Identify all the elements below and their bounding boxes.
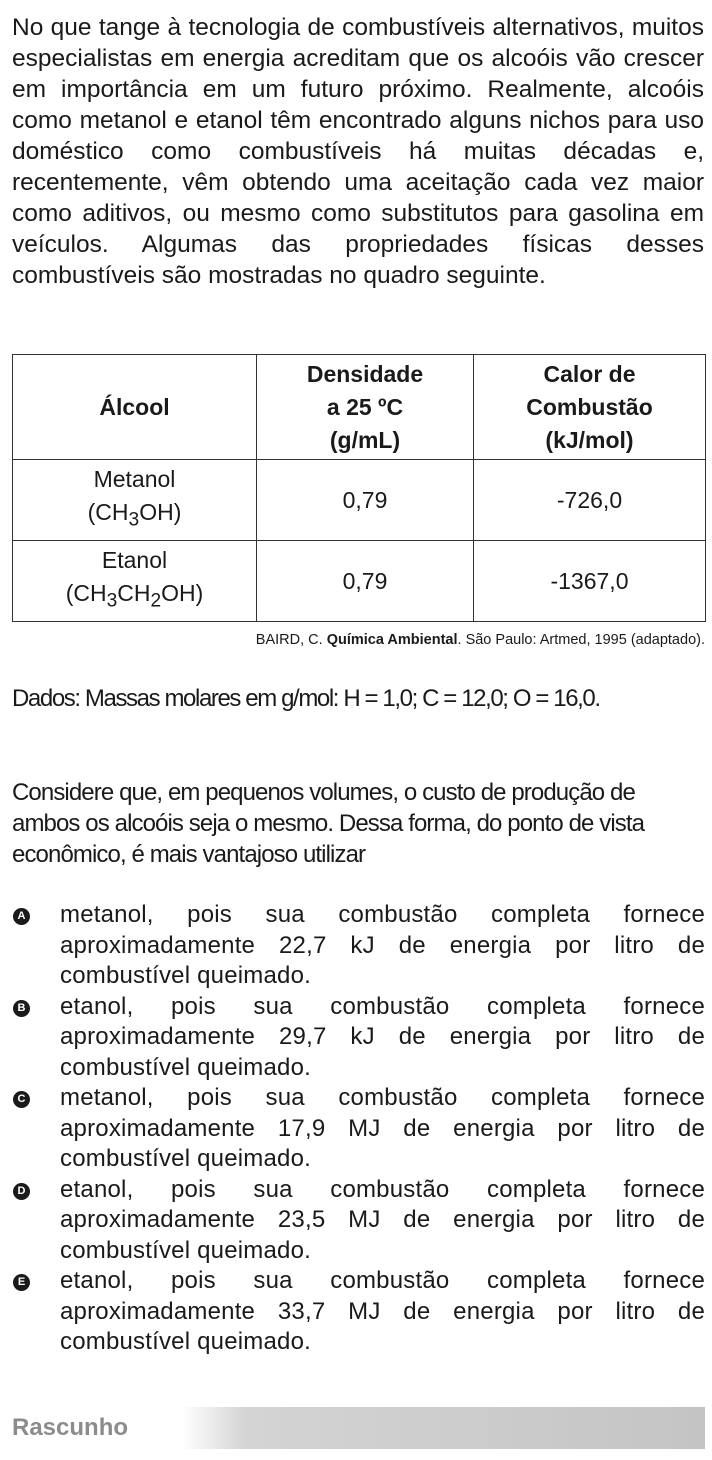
alcohol-formula: $(CH_3CH_2OH)$	[65, 580, 204, 612]
heat-cell: -726,0	[474, 460, 706, 541]
table-source: BAIRD, C. Química Ambiental. São Paulo: Artmed, 1995 (adaptado).	[255, 632, 705, 648]
option-c-text: metanol, pois sua combustão completa fornece aproximadamente 17,9 MJ de energia por litro de combustível queimado.	[60, 1084, 705, 1172]
option-d[interactable]	[12, 1175, 705, 1267]
alcohol-name: Metanol	[93, 466, 176, 493]
option-b-text: etanol, pois sua combustão completa fornece aproximadamente 29,7 kJ de energia por litro de combustível queimado.	[60, 992, 705, 1081]
alcohol-name: Etanol	[101, 547, 168, 574]
density-cell: 0,79	[257, 541, 474, 622]
option-d-letter-icon: D	[13, 1183, 30, 1200]
option-c-letter-icon: C	[13, 1091, 30, 1108]
header-calor: Calor de Combustão (kJ/mol)	[474, 355, 706, 460]
option-e-text: etanol, pois sua combustão completa fornece aproximadamente 33,7 MJ de energia por litro de combustível queimado.	[60, 1267, 705, 1355]
option-a-text: metanol, pois sua combustão completa fornece aproximadamente 22,7 kJ de energia por litro de combustível queimado.	[60, 901, 705, 989]
table-row	[13, 541, 706, 622]
alcohol-cell	[13, 460, 257, 541]
source-title: Química Ambiental	[326, 632, 458, 648]
draft-bar	[182, 1407, 705, 1449]
table-header-row	[13, 355, 706, 460]
header-alcool: Álcool	[13, 355, 257, 460]
option-e-letter-icon: E	[13, 1274, 30, 1291]
option-a[interactable]	[12, 900, 705, 992]
option-e[interactable]	[12, 1266, 705, 1358]
molar-mass-data: Dados: Massas molares em g/mol: H = 1,0; C = 12,0; O = 16,0.	[12, 685, 600, 712]
draft-label: Rascunho	[12, 1414, 129, 1441]
option-c[interactable]	[12, 1083, 705, 1175]
density-cell: 0,79	[257, 460, 474, 541]
option-a-letter-icon: A	[13, 908, 30, 925]
header-densidade: Densidade a 25 ºC (g/mL)	[257, 355, 474, 460]
table-row	[13, 460, 706, 541]
option-b-letter-icon: B	[13, 1000, 30, 1017]
heat-cell: -1367,0	[474, 541, 706, 622]
option-b[interactable]	[12, 992, 705, 1084]
fuel-properties-table	[12, 354, 706, 622]
answer-options	[12, 900, 705, 1358]
option-d-text: etanol, pois sua combustão completa fornece aproximadamente 23,5 MJ de energia por litro de combustível queimado.	[60, 1175, 705, 1264]
alcohol-formula: $(CH_3OH)$	[87, 499, 182, 531]
draft-footer	[12, 1405, 705, 1449]
intro-paragraph: No que tange à tecnologia de combustíveis alternativos, muitos especialistas em energia acreditam que os alcoóis vão crescer em importância em um futuro próximo. Realmente, alcoóis como metanol e etanol têm encontrado alguns nichos para uso doméstico como combustíveis há muitas décadas e, recentemente, vêm obtendo uma aceitação cada vez maior como aditivos, ou mesmo como substitutos para gasolina em veículos. Algumas das propriedades físicas desses combustíveis são mostradas no quadro seguinte.	[12, 14, 704, 289]
alcohol-cell	[13, 541, 257, 622]
question-text: Considere que, em pequenos volumes, o custo de produção de ambos os alcoóis seja o mesmo. Dessa forma, do ponto de vista econômico, é mais vantajoso utilizar	[12, 779, 645, 868]
